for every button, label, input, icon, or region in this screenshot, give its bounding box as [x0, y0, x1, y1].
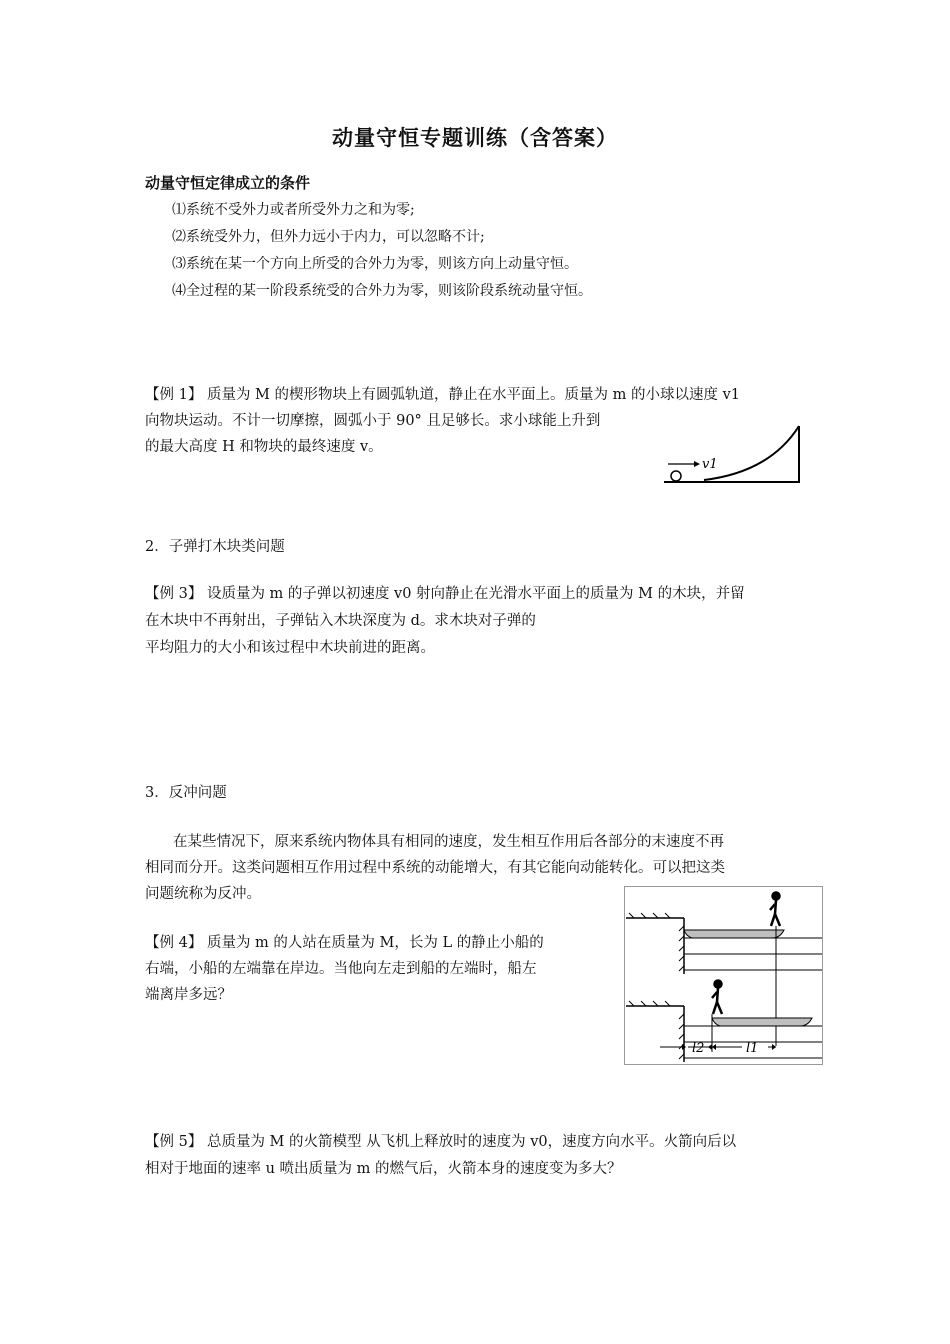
section3-intro-line-1: 在某些情况下，原来系统内物体具有相同的速度，发生相互作用后各部分的末速度不再 [173, 834, 724, 850]
condition-item-1: ⑴系统不受外力或者所受外力之和为零; [172, 202, 415, 218]
example5-line-2: 相对于地面的速率 u 喷出质量为 m 的燃气后，火箭本身的速度变为多大？ [145, 1161, 622, 1177]
arc-track [704, 426, 799, 480]
example1-line-3: 的最大高度 H 和物块的最终速度 v。 [145, 439, 383, 455]
boat-after [712, 1018, 812, 1026]
section3-intro-line-2: 相同而分开。这类问题相互作用过程中系统的动能增大，有其它能向动能转化。可以把这类 [145, 860, 725, 876]
condition-item-2: ⑵系统受外力，但外力远小于内力，可以忽略不计; [172, 229, 485, 245]
v1-label: v1 [702, 457, 718, 472]
example4-line-2: 右端，小船的左端靠在岸边。当他向左走到船的左端时，船左 [145, 961, 537, 977]
section2-heading: 2．子弹打木块类问题 [145, 539, 285, 555]
l2-label: l2 [692, 1041, 705, 1056]
example4-line-3: 端离岸多远？ [145, 987, 232, 1003]
boat-figure [624, 886, 824, 1066]
example3-line-2: 在木块中不再射出，子弹钻入木块深度为 d。求木块对子弹的 [145, 613, 536, 629]
l1-label: l1 [746, 1041, 759, 1056]
section3-intro-line-3: 问题统称为反冲。 [145, 886, 261, 902]
example3-line-1: 【例 3】 设质量为 m 的子弹以初速度 v0 射向静止在光滑水平面上的质量为 M 的木块，并留 [145, 586, 745, 602]
condition-item-4: ⑷全过程的某一阶段系统受的合外力为零，则该阶段系统动量守恒。 [172, 283, 592, 299]
example3-line-3: 平均阻力的大小和该过程中木块前进的距离。 [145, 640, 435, 656]
conditions-heading: 动量守恒定律成立的条件 [145, 174, 311, 192]
wedge-figure [660, 422, 805, 486]
page-title: 动量守恒专题训练（含答案） [332, 126, 618, 150]
example1-line-2: 向物块运动。不计一切摩擦，圆弧小于 90° 且足够长。求小球能上升到 [145, 413, 601, 429]
example4-line-1: 【例 4】 质量为 m 的人站在质量为 M，长为 L 的静止小船的 [145, 935, 544, 951]
arrow-head-icon [694, 461, 700, 467]
small-ball [671, 471, 681, 481]
figure-frame [625, 887, 823, 1065]
section3-heading: 3．反冲问题 [145, 785, 227, 801]
example5-line-1: 【例 5】 总质量为 M 的火箭模型 从飞机上释放时的速度为 v0，速度方向水平。火箭向后以 [145, 1134, 737, 1150]
boat-before [684, 930, 784, 938]
condition-item-3: ⑶系统在某一个方向上所受的合外力为零，则该方向上动量守恒。 [172, 256, 578, 272]
example1-line-1: 【例 1】 质量为 M 的楔形物块上有圆弧轨道，静止在水平面上。质量为 m 的小球以速度 v1 [145, 387, 740, 403]
